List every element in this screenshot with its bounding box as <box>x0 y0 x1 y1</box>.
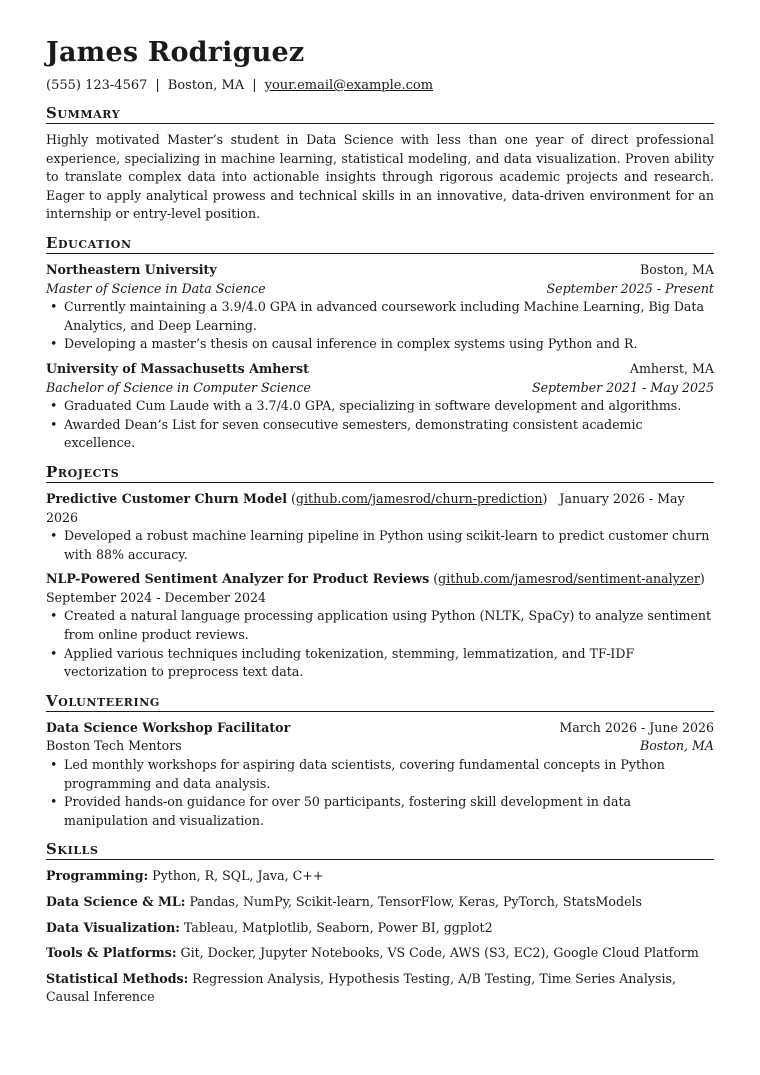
skill-value: Regression Analysis, Hypothesis Testing, A/B Testing, Time Series Analysis, Causal Inference <box>46 970 677 1005</box>
bullet-text: Applied various techniques including tokenization, stemming, lemmatization, and TF-IDF vectorization to preprocess text data. <box>64 645 635 680</box>
bullet-icon: • <box>50 794 58 810</box>
bullet-icon: • <box>50 416 58 432</box>
degree: Bachelor of Science in Computer Science <box>46 379 311 395</box>
bullet-list <box>46 397 714 453</box>
degree: Master of Science in Data Science <box>46 280 266 296</box>
list-item <box>46 607 714 644</box>
summary-section <box>46 131 714 224</box>
list-item <box>46 645 714 682</box>
bullet-text: Led monthly workshops for aspiring data scientists, covering fundamental concepts in Python programming and data analysis. <box>64 757 665 791</box>
bullet-icon: • <box>50 608 58 624</box>
skill-value: Pandas, NumPy, Scikit-learn, TensorFlow, Keras, PyTorch, StatsModels <box>189 894 643 909</box>
list-item <box>46 335 714 354</box>
project-dates: January 2026 - May 2026 <box>46 490 685 525</box>
list-item <box>46 527 714 564</box>
volunteer-org: Boston Tech Mentors <box>46 738 182 754</box>
bullet-text: Developed a robust machine learning pipeline in Python using scikit-learn to predict customer churn with 88% accuracy. <box>64 528 710 562</box>
school-location: Amherst, MA <box>629 360 714 376</box>
project-name: Predictive Customer Churn Model <box>46 490 287 506</box>
bullet-text: Awarded Dean’s List for seven consecutive semesters, demonstrating consistent academic excellence. <box>64 416 643 451</box>
bullet-icon: • <box>50 336 58 352</box>
bullet-text: Currently maintaining a 3.9/4.0 GPA in advanced coursework including Machine Learning, Big Data Analytics, and Deep Learning. <box>64 299 705 333</box>
project-entry: NLP-Powered Sentiment Analyzer for Product Reviews (github.com/jamesrod/sentiment-analyzer) September 2024 - December 2024 • Created a natural language processing application using Python (NLTK, SpaCy) to analyze sentiment from online product reviews. • Applied various techniques including tokenization, stemming, lemmatization, and TF-IDF vectorization to preprocess text data. <box>46 570 714 682</box>
bullet-icon: • <box>50 299 58 315</box>
section-title-summary: Summary <box>46 104 714 124</box>
school-location: Boston, MA <box>639 261 714 277</box>
bullet-text: Developing a master’s thesis on causal inference in complex systems using Python and R. <box>64 336 638 352</box>
bullet-icon: • <box>50 528 58 544</box>
list-item <box>46 793 714 830</box>
email-link[interactable]: your.email@example.com <box>264 78 434 93</box>
skill-value: Git, Docker, Jupyter Notebooks, VS Code, AWS (S3, EC2), Google Cloud Platform <box>180 945 699 961</box>
bullet-text: Graduated Cum Laude with a 3.7/4.0 GPA, specializing in software development and algorithms. <box>64 398 682 414</box>
list-item <box>46 756 714 793</box>
projects-section <box>46 490 714 682</box>
school-name: University of Massachusetts Amherst <box>46 360 309 376</box>
project-link[interactable]: github.com/jamesrod/sentiment-analyzer <box>438 571 700 587</box>
project-entry: Predictive Customer Churn Model (github.com/jamesrod/churn-prediction) January 2026 - May 2026 • Developed a robust machine learning pipeline in Python using scikit-learn to predict customer churn with 88% accuracy. <box>46 490 714 564</box>
project-name: NLP-Powered Sentiment Analyzer for Product Reviews <box>46 571 430 587</box>
candidate-name: James Rodriguez <box>46 37 305 68</box>
skills-section <box>46 867 714 1007</box>
project-dates: September 2024 - December 2024 <box>46 589 267 605</box>
bullet-icon: • <box>50 645 58 661</box>
skill-label: Programming: <box>46 868 149 884</box>
contact-line <box>46 77 714 94</box>
volunteer-dates: March 2026 - June 2026 <box>559 719 714 735</box>
list-item <box>46 298 714 335</box>
summary-text: Highly motivated Master’s student in Data Science with less than one year of direct professional experience, specializing in machine learning, statistical modeling, and data visualization. Proven ability to translate complex data into actionable insights through rigorous academic projects and research. Eager to apply analytical prowess and technical skills in an innovative, data-driven environment for an internship or entry-level position. <box>46 132 714 222</box>
volunteering-section <box>46 719 714 831</box>
skill-label: Statistical Methods: <box>46 970 189 986</box>
skill-value: Python, R, SQL, Java, C++ <box>152 868 324 884</box>
section-title-skills: Skills <box>46 840 714 860</box>
bullet-list <box>46 607 714 681</box>
bullet-text: Provided hands-on guidance for over 50 participants, fostering skill development in data manipulation and visualization. <box>64 794 632 828</box>
volunteer-entry <box>46 719 714 831</box>
education-dates: September 2025 - Present <box>546 280 714 296</box>
section-title-projects: Projects <box>46 463 714 483</box>
skill-label: Data Visualization: <box>46 919 180 935</box>
skill-label: Data Science & ML: <box>46 894 186 909</box>
contact-separator: | <box>155 78 160 93</box>
skill-line <box>46 919 714 938</box>
bullet-icon: • <box>50 398 58 414</box>
skill-label: Tools & Platforms: <box>46 945 177 961</box>
bullet-list <box>46 298 714 354</box>
phone-number: (555) 123-4567 <box>46 78 148 93</box>
bullet-text: Created a natural language processing application using Python (NLTK, SpaCy) to analyze sentiment from online product reviews. <box>64 608 712 643</box>
list-item <box>46 416 714 453</box>
bullet-list <box>46 527 714 564</box>
bullet-icon: • <box>50 757 58 773</box>
bullet-list <box>46 756 714 830</box>
list-item <box>46 397 714 416</box>
skill-line <box>46 893 714 912</box>
location: Boston, MA <box>167 78 245 93</box>
volunteer-role: Data Science Workshop Facilitator <box>46 719 291 735</box>
section-title-volunteering: Volunteering <box>46 692 714 712</box>
skill-value: Tableau, Matplotlib, Seaborn, Power BI, ggplot2 <box>183 919 493 935</box>
skill-line <box>46 867 714 886</box>
skill-line <box>46 970 714 1007</box>
education-dates: September 2021 - May 2025 <box>531 379 714 395</box>
volunteer-location: Boston, MA <box>639 738 714 754</box>
skill-line <box>46 944 714 963</box>
contact-separator: | <box>252 78 257 93</box>
section-title-education: Education <box>46 234 714 254</box>
education-section <box>46 261 714 453</box>
education-entry <box>46 261 714 354</box>
project-link[interactable]: github.com/jamesrod/churn-prediction <box>295 490 543 506</box>
school-name: Northeastern University <box>46 261 217 277</box>
education-entry <box>46 360 714 453</box>
